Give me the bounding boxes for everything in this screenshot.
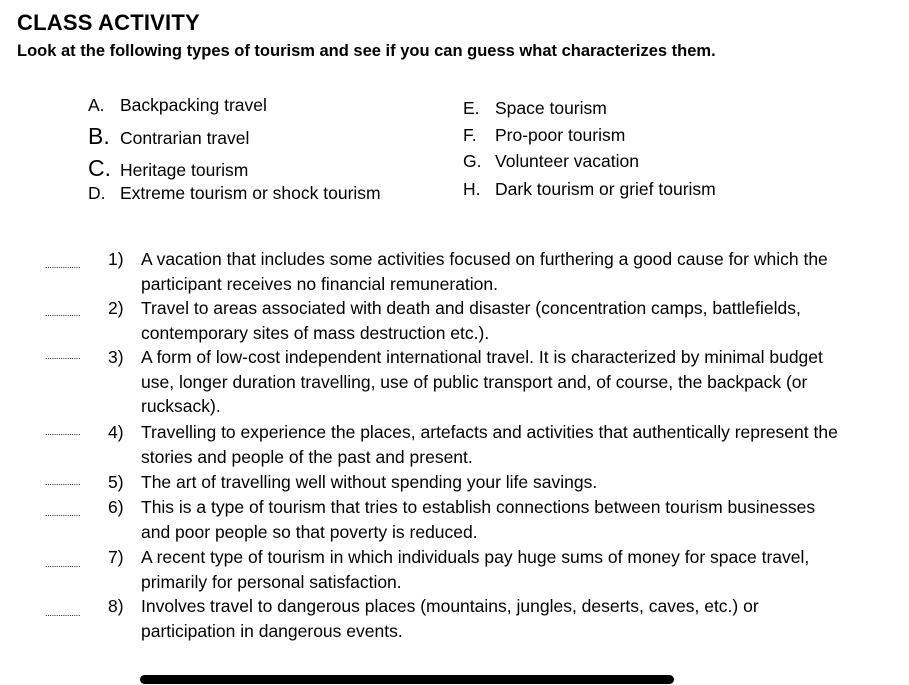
question-number: 2): [108, 298, 124, 318]
option-letter: D.: [88, 183, 106, 203]
question-text: Travel to areas associated with death and disaster (concentration camps, battlefields, contemporary sites of mass destruction etc.).: [141, 298, 801, 343]
question-text: A vacation that includes some activities focused on furthering a good cause for which the participant receives no financial remuneration.: [141, 249, 828, 294]
option-a: [88, 95, 267, 116]
question-number: 4): [108, 422, 124, 442]
question-number: 8): [108, 596, 124, 616]
question-number: 3): [108, 347, 124, 367]
option-text: Backpacking travel: [120, 95, 267, 115]
option-text: Dark tourism or grief tourism: [495, 179, 716, 199]
question-number: 1): [108, 249, 124, 269]
question-text: Travelling to experience the places, artefacts and activities that authentically represent the stories and people of the past and present.: [141, 422, 838, 467]
answer-blank[interactable]: ................: [45, 308, 81, 318]
answer-blank[interactable]: ................: [45, 559, 81, 569]
option-letter: E.: [463, 98, 480, 118]
option-h: [463, 179, 716, 200]
option-f: [463, 125, 625, 146]
option-b: [88, 123, 249, 150]
question-text: Involves travel to dangerous places (mountains, jungles, deserts, caves, etc.) or participation in dangerous events.: [141, 596, 759, 641]
answer-blank[interactable]: ................: [45, 260, 81, 270]
option-letter: C.: [88, 155, 111, 181]
answer-blank[interactable]: ................: [45, 427, 81, 437]
option-letter: G.: [463, 151, 482, 171]
question-number: 5): [108, 472, 124, 492]
question-number: 7): [108, 547, 124, 567]
option-text: Volunteer vacation: [495, 151, 639, 171]
answer-blank[interactable]: ................: [45, 477, 81, 487]
option-text: Pro-poor tourism: [495, 125, 626, 145]
option-text: Heritage tourism: [120, 160, 249, 180]
instructions: Look at the following types of tourism and see if you can guess what characterizes them.: [17, 42, 716, 60]
page-title: CLASS ACTIVITY: [17, 10, 200, 35]
option-letter: H.: [463, 179, 481, 199]
question-number: 6): [108, 497, 124, 517]
option-letter: F.: [463, 125, 477, 145]
horizontal-scrollbar[interactable]: [140, 675, 674, 684]
option-d: [88, 183, 381, 204]
option-text: Contrarian travel: [120, 128, 250, 148]
option-letter: B.: [88, 123, 110, 149]
option-text: Space tourism: [495, 98, 607, 118]
answer-blank[interactable]: ................: [45, 351, 81, 361]
option-text: Extreme tourism or shock tourism: [120, 183, 381, 203]
option-g: [463, 151, 639, 172]
option-e: [463, 98, 607, 119]
option-c: [88, 155, 248, 182]
question-text: This is a type of tourism that tries to establish connections between tourism businesses and poor people so that poverty is reduced.: [141, 497, 816, 542]
question-text: A form of low-cost independent international travel. It is characterized by minimal budget use, longer duration travelling, use of public transport and, of course, the backpack (or rucksack).: [141, 347, 823, 416]
option-letter: A.: [88, 95, 105, 115]
question-text: The art of travelling well without spending your life savings.: [141, 472, 598, 492]
question-text: A recent type of tourism in which individuals pay huge sums of money for space travel, primarily for personal satisfaction.: [141, 547, 810, 592]
answer-blank[interactable]: ................: [45, 508, 81, 518]
answer-blank[interactable]: ................: [45, 608, 81, 618]
